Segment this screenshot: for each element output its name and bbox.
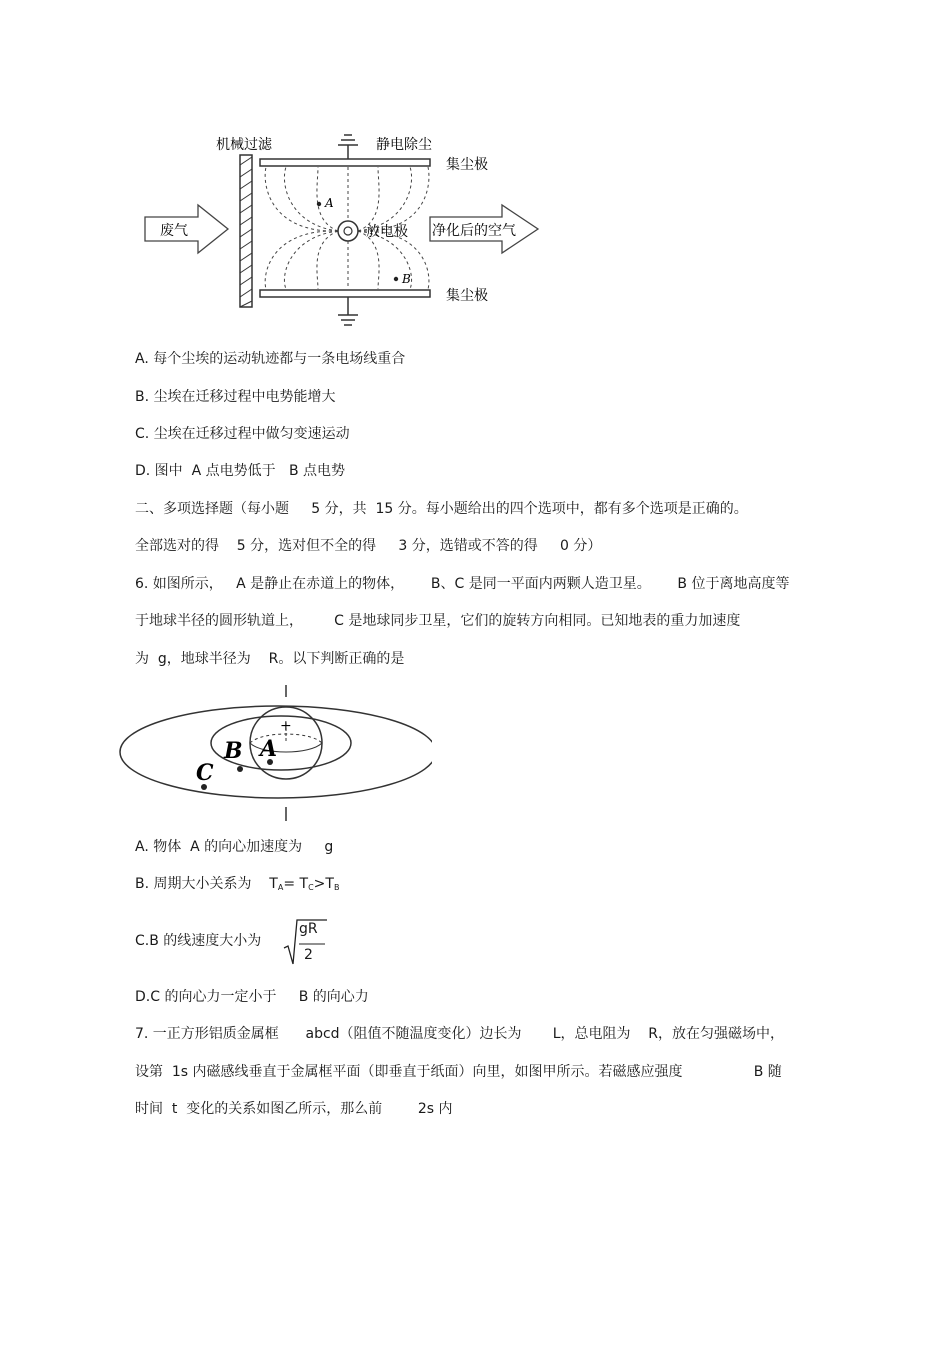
- sqrt-numerator: gR: [299, 921, 318, 937]
- svg-text:A: A: [260, 736, 278, 762]
- q6-stem-line1: 6. 如图所示， A 是静止在赤道上的物体， B、C 是同一平面内两颗人造卫星。 B 位于离地高度等: [135, 576, 790, 592]
- q6-stem-line2: 于地球半径的圆形轨道上， C 是地球同步卫星，它们的旋转方向相同。已知地表的重力加速度: [135, 613, 741, 629]
- q7-stem-line3: 时间 t 变化的关系如图乙所示，那么前 2s 内: [135, 1101, 453, 1117]
- collector-plate-bottom: [260, 290, 430, 297]
- q5-option-d: D. 图中 A 点电势低于 B 点电势: [135, 463, 346, 479]
- q6-stem-line3: 为 g，地球半径为 R。以下判断正确的是: [135, 651, 405, 667]
- svg-text:A: A: [325, 196, 334, 210]
- svg-text:净化后的空气: 净化后的空气: [432, 223, 516, 239]
- ground-symbol-bottom: [338, 297, 358, 325]
- section2-scoring: 全部选对的得 5 分，选对但不全的得 3 分，选错或不答的得 0 分）: [135, 538, 602, 554]
- point-b: [394, 277, 398, 281]
- collector-plate-top: [260, 159, 430, 166]
- section2-heading: 二、多项选择题（每小题 5 分，共 15 分。每小题给出的四个选项中，都有多个选项是正确的。: [135, 501, 748, 517]
- sqrt-formula: [283, 918, 329, 968]
- svg-text:B: B: [402, 272, 411, 286]
- ground-symbol-top: [338, 135, 358, 159]
- q6-option-d: D.C 的向心力一定小于 B 的向心力: [135, 989, 369, 1005]
- svg-text:静电除尘: 静电除尘: [376, 137, 432, 153]
- q6-option-a: A. 物体 A 的向心加速度为 g: [135, 839, 334, 855]
- sqrt-denominator: 2: [304, 947, 313, 963]
- svg-text:机械过滤: 机械过滤: [216, 137, 272, 153]
- point-b: [237, 766, 243, 772]
- svg-text:C: C: [196, 760, 214, 786]
- svg-text:废气: 废气: [160, 223, 188, 239]
- q5-option-c: C. 尘埃在迁移过程中做匀变速运动: [135, 426, 350, 442]
- svg-text:集尘极: 集尘极: [446, 288, 488, 304]
- q7-stem-line1: 7. 一正方形铝质金属框 abcd（阻值不随温度变化）边长为 L，总电阻为 R，放在匀强磁场中，: [135, 1026, 785, 1042]
- svg-text:B: B: [224, 738, 243, 764]
- q6-option-c: C.B 的线速度大小为: [135, 933, 262, 949]
- precipitator-figure: [140, 125, 560, 335]
- q5-option-b: B. 尘埃在迁移过程中电势能增大: [135, 389, 336, 405]
- point-a: [317, 202, 321, 206]
- svg-text:放电极: 放电极: [366, 224, 408, 240]
- q6-option-b: B. 周期大小关系为 $T_A= T_C>T_B$: [135, 876, 340, 892]
- q5-option-a: A. 每个尘埃的运动轨迹都与一条电场线重合: [135, 351, 406, 367]
- svg-text:集尘极: 集尘极: [446, 157, 488, 173]
- orbit-figure: [112, 683, 432, 823]
- svg-text:+: +: [280, 718, 292, 734]
- q7-stem-line2: 设第 1s 内磁感线垂直于金属框平面（即垂直于纸面）向里，如图甲所示。若磁感应强度 B 随: [135, 1064, 782, 1080]
